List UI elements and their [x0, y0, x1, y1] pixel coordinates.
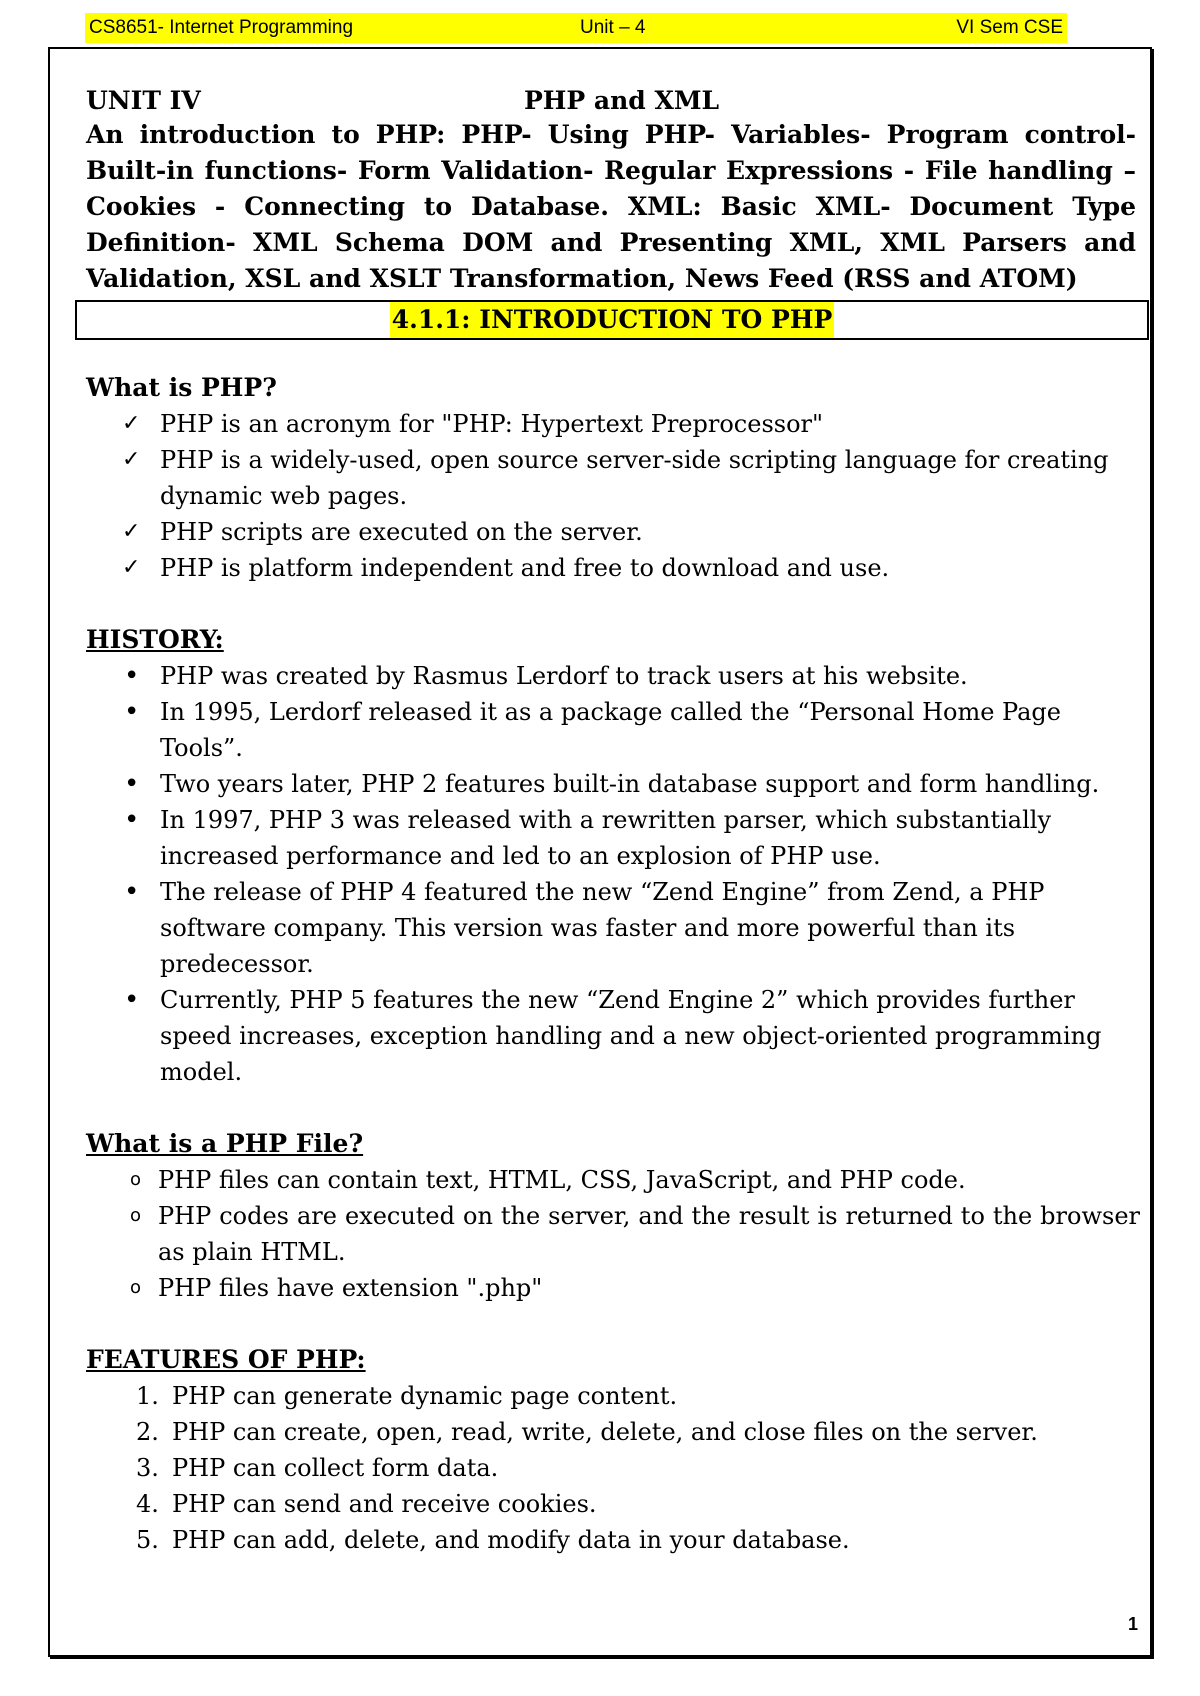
- list-number: 1.: [136, 1382, 159, 1410]
- bullet-icon: •: [124, 661, 140, 691]
- features-heading: FEATURES OF PHP:: [86, 1345, 366, 1374]
- what-is-php-list: [86, 406, 1140, 586]
- list-item: 4. PHP can send and receive cookies.: [86, 1486, 1140, 1522]
- circle-bullet-icon: o: [130, 1205, 142, 1226]
- unit-heading: [86, 85, 1136, 117]
- bullet-icon: •: [124, 877, 140, 907]
- list-item: ✓ PHP is a widely-used, open source server-side scripting language for creating dynamic web pages.: [86, 442, 1140, 514]
- list-item: 5. PHP can add, delete, and modify data in your database.: [86, 1522, 1140, 1558]
- unit-title: PHP and XML: [524, 86, 720, 115]
- what-is-php-heading: What is PHP?: [86, 373, 277, 402]
- checkmark-icon: ✓: [122, 519, 141, 544]
- list-number: 3.: [136, 1454, 159, 1482]
- circle-bullet-icon: o: [130, 1277, 142, 1298]
- circle-bullet-icon: o: [130, 1169, 142, 1190]
- list-item: 2. PHP can create, open, read, write, delete, and close files on the server.: [86, 1414, 1140, 1450]
- bullet-icon: •: [124, 805, 140, 835]
- page-header: [85, 13, 1067, 43]
- list-item: • In 1995, Lerdorf released it as a package called the “Personal Home Page Tools”.: [86, 694, 1140, 766]
- list-item: • The release of PHP 4 featured the new “Zend Engine” from Zend, a PHP software company. This version was faster and more powerful than its predecessor.: [86, 874, 1140, 982]
- list-item: • Currently, PHP 5 features the new “Zend Engine 2” which provides further speed increases, exception handling and a new object-oriented programming model.: [86, 982, 1140, 1090]
- php-file-heading: What is a PHP File?: [86, 1129, 364, 1158]
- list-number: 5.: [136, 1526, 159, 1554]
- unit-label: UNIT IV: [86, 86, 201, 115]
- header-course: CS8651- Internet Programming: [89, 17, 354, 38]
- bullet-icon: •: [124, 697, 140, 727]
- list-item: 1. PHP can generate dynamic page content.: [86, 1378, 1140, 1414]
- section-title-box: [75, 300, 1149, 340]
- list-item: 3. PHP can collect form data.: [86, 1450, 1140, 1486]
- list-number: 2.: [136, 1418, 159, 1446]
- list-item: o PHP files can contain text, HTML, CSS, JavaScript, and PHP code.: [86, 1162, 1140, 1198]
- php-file-list: [86, 1162, 1140, 1306]
- checkmark-icon: ✓: [122, 447, 141, 472]
- list-item: • PHP was created by Rasmus Lerdorf to track users at his website.: [86, 658, 1140, 694]
- header-semester: VI Sem CSE: [956, 17, 1063, 38]
- history-list: [86, 658, 1140, 1090]
- list-item: • In 1997, PHP 3 was released with a rewritten parser, which substantially increased performance and led to an explosion of PHP use.: [86, 802, 1140, 874]
- page-number: 1: [1127, 1614, 1138, 1634]
- list-number: 4.: [136, 1490, 159, 1518]
- bullet-icon: •: [124, 769, 140, 799]
- list-item: o PHP files have extension ".php": [86, 1270, 1140, 1306]
- unit-syllabus: An introduction to PHP: PHP- Using PHP- Variables- Program control- Built-in functions- Form Validation- Regular Expressions - File handling – Cookies - Connecting to Database. XML: Basic XML- Document Type Definition- XML Schema DOM and Presenting XML, XML Parsers and Validation, XSL and XSLT Transformation, News Feed (RSS and ATOM): [86, 120, 1136, 293]
- unit-intro: [86, 85, 1136, 297]
- list-item: o PHP codes are executed on the server, and the result is returned to the browser as plain HTML.: [86, 1198, 1140, 1270]
- section-title: 4.1.1: INTRODUCTION TO PHP: [390, 302, 835, 338]
- list-item: ✓ PHP is platform independent and free to download and use.: [86, 550, 1140, 586]
- list-item: ✓ PHP is an acronym for "PHP: Hypertext Preprocessor": [86, 406, 1140, 442]
- document-body: [86, 370, 1140, 1558]
- checkmark-icon: ✓: [122, 411, 141, 436]
- features-list: [86, 1378, 1140, 1558]
- checkmark-icon: ✓: [122, 555, 141, 580]
- bullet-icon: •: [124, 985, 140, 1015]
- history-heading: HISTORY:: [86, 625, 224, 654]
- list-item: ✓ PHP scripts are executed on the server.: [86, 514, 1140, 550]
- list-item: • Two years later, PHP 2 features built-in database support and form handling.: [86, 766, 1140, 802]
- header-unit: Unit – 4: [580, 17, 646, 38]
